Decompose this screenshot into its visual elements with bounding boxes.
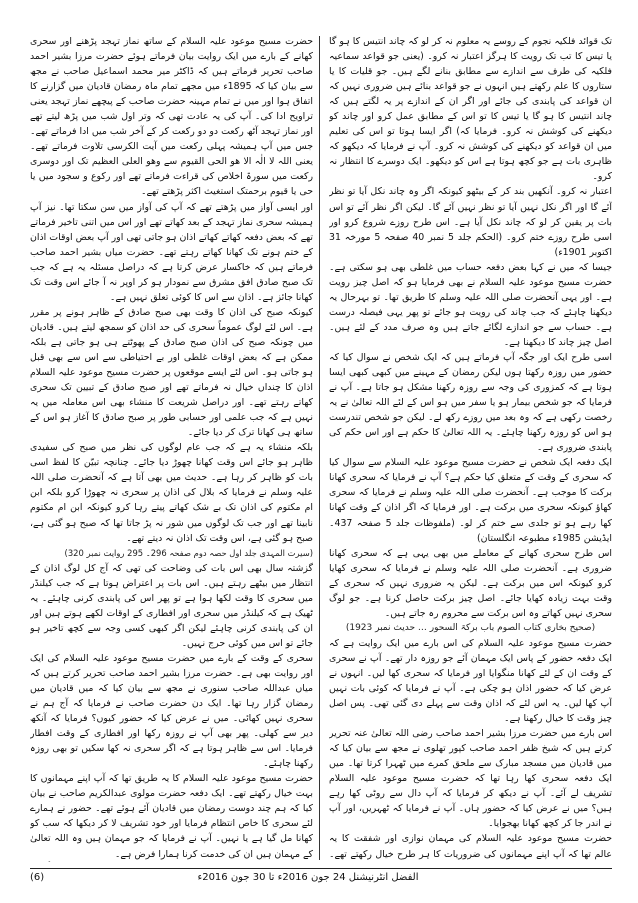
paragraph: کیونکہ صبح کی اذان کا وقت بھی صبح صادق کے ظاہر ہونے پر مقرر ہے۔ اس لئے لوگ عموماً سحری کی حد اذان کو سمجھ لیتے ہیں۔ قادیان میں چونکہ صبح کی اذان صبح صادق کے پھوٹتے ہی ہو جاتی ہے بلکہ ممکن ہے کہ بعض اوقات غلطی اور بے احتیاطی سے اس سے بھی قبل ہو جاتی ہو۔ اس لئے ایسے موقعوں پر حضرت مسیح موعود علیہ السلام اذان کا چنداں خیال نہ فرماتے تھے اور صبح صادق کے تبیین تک سحری کھاتے رہتے تھے۔ اور دراصل شریعت کا منشاء بھی اس معاملہ میں یہ نہیں ہے کہ جب علمی اور حسابی طور پر صبح صادق کا آغاز ہو اس کے ساتھ ہی کھانا ترک کر دیا جائے۔ <box>30 306 313 439</box>
paragraph: حضرت مسیح موعود علیہ السلام کے ساتھ نماز تہجد پڑھنے اور سحری کھانے کے بارے میں ایک روایت بیان فرماتے ہوئے حضرت مرزا بشیر احمد صاحب تحریر فرماتے ہیں کہ ڈاکٹر میر محمد اسماعیل صاحب نے مجھ سے بیان کیا کہ 1895ء میں مجھے تمام ماہ رمضان قادیان میں گزارنے کا اتفاق ہوا اور میں نے تمام مہینہ حضرت صاحب کے پیچھے نماز تہجد یعنی تراویح ادا کی۔ آپ کی یہ عادت تھی کہ وتر اول شب میں پڑھ لیتے تھے اور نماز تہجد آٹھ رکعت دو دو رکعت کر کے آخر شب میں ادا فرماتے تھے۔ جس میں آپ ہمیشہ پہلی رکعت میں آیت الکرسی تلاوت فرماتے تھے۔ یعنی اللہ لا الٰہ الا ھو الحی القیوم سے وھو العلی العظیم تک اور دوسری رکعت میں سورۃ اخلاص کی قراءت فرماتے تھے اور رکوع و سجود میں یا حی یا قیوم برحمتک استغیث اکثر پڑھتے تھے۔ <box>30 36 313 198</box>
paragraph: اور ایسی آواز میں پڑھتے تھے کہ آپ کی آواز میں سن سکتا تھا۔ نیز آپ ہمیشہ سحری نماز تہجد کے بعد کھاتے تھے اور اس میں اتنی تاخیر فرماتے تھے کہ بعض دفعہ کھاتے کھاتے اذان ہو جاتی تھی اور آپ بعض اوقات اذان کے ختم ہونے تک کھانا کھاتے رہتے تھے۔ حضرت میاں بشیر احمد صاحب فرماتے ہیں کہ خاکسار عرض کرتا ہے کہ دراصل مسئلہ یہ ہے کہ جب تک صبح صادق افق مشرق سے نمودار ہو کر اوپر نہ آ جائے اس وقت تک کھانا جائز ہے۔ اذان سے اس کا کوئی تعلق نہیں ہے۔ <box>30 201 313 303</box>
paragraph: اعتبار نہ کرو۔ آنکھیں بند کر کے بیٹھو کیونکہ اگر وہ چاند نکل آیا تو نظر آئے گا اور اگر نکل نہیں آیا تو نظر نہیں آئے گا۔ لیکن اگر نظر آئے تو اس بات پر یقین کر لو کہ چاند نکل آیا ہے۔ اس طرح روزے شروع کرو اور اسی طرح روزے ختم کرو۔ (الحکم جلد 5 نمبر 40 صفحہ 5 مورخہ 31 اکتوبر 1901ء) <box>329 186 612 258</box>
paragraph: اس بارے میں حضرت مرزا بشیر احمد صاحب رضی اللہ تعالیٰ عنہ تحریر کرتے ہیں کہ شیخ ظفر احمد صاحب کپور تھلوی نے مجھ سے بیان کیا کہ میں قادیان میں مسجد مبارک سے ملحق کمرے میں ٹھہرا کرتا تھا۔ میں ایک دفعہ سحری کھا رہا تھا کہ حضرت مسیح موعود علیہ السلام تشریف لے آئے۔ آپ نے دیکھ کر فرمایا کہ آپ دال سے روٹی کھا رہے ہیں؟ میں نے عرض کیا کہ حضور ہاں۔ آپ نے فرمایا کہ ٹھہریں، اور آپ نے اندر جا کر کچھ کھانا بھجوایا۔ <box>329 728 612 830</box>
footer-publication: الفضل انٹرنیشنل 24 جون 2016ء تا 30 جون 2016ء <box>197 872 419 883</box>
paragraph: ایک دفعہ ایک شخص نے حضرت مسیح موعود علیہ السلام سے سوال کیا کہ سحری کے وقت کے متعلق کیا حکم ہے؟ آپ نے فرمایا کہ سحری کھانا برکت کا موجب ہے۔ آنحضرت صلی اللہ علیہ وسلم نے فرمایا کہ سحری کھاؤ کیونکہ سحری میں برکت ہے۔ اور فرمایا کہ اگر اذان کے وقت کھانا کھا رہے ہو تو جلدی سے ختم کر لو۔ (ملفوظات جلد 5 صفحہ 437۔ ایڈیشن 1985ء مطبوعہ انگلستان) <box>329 457 612 544</box>
paragraph: حضرت مسیح موعود علیہ السلام کا یہ طریق تھا کہ آپ اپنے مہمانوں کا بہت خیال رکھتے تھے۔ ایک دفعہ حضرت مولوی عبدالکریم صاحب نے بیان کیا کہ ہم چند دوست رمضان میں قادیان آئے ہوئے تھے۔ حضور نے ہمارے لئے سحری کا خاص انتظام فرمایا اور خود تشریف لا کر دیکھا کہ سب کو کھانا مل گیا ہے یا نہیں۔ آپ نے فرمایا کہ جو مہمان ہیں وہ اللہ تعالیٰ کے مہمان ہیں ان کی خدمت کرنا ہمارا فرض ہے۔ <box>30 773 313 860</box>
right-column <box>329 34 612 862</box>
left-column <box>30 34 313 862</box>
paragraph: اس طرح سحری کھانے کے معاملے میں بھی یہی ہے کہ سحری کھانا ضروری ہے۔ آنحضرت صلی اللہ علیہ وسلم نے فرمایا کہ سحری کھایا کرو کیونکہ اس میں برکت ہے۔ لیکن یہ ضروری نہیں کہ سحری کے وقت بہت زیادہ کھایا جائے۔ اصل چیز برکت حاصل کرنا ہے۔ جو لوگ سحری نہیں کھاتے وہ اس برکت سے محروم رہ جاتے ہیں۔ <box>329 547 612 619</box>
paragraph: سحری کے وقت کے بارے میں حضرت مسیح موعود علیہ السلام کی ایک اور روایت بھی ہے۔ حضرت مرزا بشیر احمد صاحب تحریر کرتے ہیں کہ میاں عبداللہ صاحب سنوری نے مجھ سے بیان کیا کہ میں قادیان میں رمضان گزار رہا تھا۔ ایک دن حضرت صاحب نے فرمایا کہ آج ہم نے سحری نہیں کھائی۔ میں نے عرض کیا کہ حضور کیوں؟ فرمایا کہ آنکھ دیر سے کھلی۔ پھر بھی آپ نے روزہ رکھا اور افطاری کے وقت افطار فرمایا۔ اس سے ظاہر ہوتا ہے کہ اگر سحری نہ کھا سکیں تو بھی روزہ رکھنا چاہئے۔ <box>30 652 313 770</box>
column-divider <box>319 36 320 860</box>
footer-rule <box>30 868 612 869</box>
paragraph: جیسا کہ میں نے کہا بعض دفعہ حساب میں غلطی بھی ہو سکتی ہے۔ حضرت مسیح موعود علیہ السلام نے بھی فرمایا ہو کہ اصل چیز رویت ہے۔ اور یہی آنحضرت صلی اللہ علیہ وسلم کا طریق تھا۔ تو بہرحال یہ دیکھنا چاہئے کہ جب چاند کی رویت ہو جائے تو پھر یہی فیصلہ درست ہے۔ حساب سے جو اندازے لگائے جاتے ہیں وہ صرف مدد کے لئے ہیں۔ اصل چیز چاند کا دیکھنا ہے۔ <box>329 261 612 348</box>
paragraph: گزشتہ سال بھی اس بات کی وضاحت کی تھی کہ آج کل لوگ اذان کے انتظار میں بیٹھے رہتے ہیں۔ اس بات پر اعتراض ہوتا ہے کہ جب کیلنڈر میں سحری کا وقت لکھا ہوا ہے تو پھر اس کی پابندی کرنی چاہئے۔ یہ ٹھیک ہے کہ کیلنڈر میں سحری اور افطاری کے اوقات لکھے ہوتے ہیں اور ان کی پابندی کرنی چاہئے لیکن اگر کبھی کسی وجہ سے کچھ تاخیر ہو جائے تو اس میں کوئی حرج نہیں۔ <box>30 562 313 649</box>
hadith-citation: (صحیح بخاری کتاب الصوم باب برکۃ السحور … حدیث نمبر 1923) <box>345 622 596 633</box>
paragraph: تک قوائد فلکیہ نجوم کے روسے یہ معلوم نہ کر لو کہ چاند انتیس کا ہو گا یا تیس کا تب تک رویت کا ہرگز اعتبار نہ کرو۔ (یعنی جو قواعد سماعیہ فلکیہ کی طرف سے اندازے سے مطابق بنانے لگے ہیں۔ جو قلیات کا یا ستاروں کا علم رکھتے ہیں انہوں نے جو قواعد بنائے ہیں ضروری نہیں کہ ان قواعد کی پابندی کی جائے اور اگر ان کے اندازے پر یہ لگتے ہیں کہ چاند انتیس کا ہو گا یا تیس کا تو اس کے مطابق عمل کرو اور چاند کو دیکھنے کی کوشش نہ کرو۔ فرمایا کہ) اگر ایسا ہوتا تو اس کی تعلیم میں ان قواعد کو دیکھنے کی کوشش نہ کرو۔ آپ نے فرمایا کہ دیکھو کہ ظاہری بات ہے جو کچھ ہوتا ہے اس کو دیکھو۔ ایک دوسرے کا انتظار نہ کرو۔ <box>329 36 612 183</box>
paragraph: حضرت مسیح موعود علیہ السلام کی اس بارے میں ایک روایت ہے کہ ایک دفعہ حضور کے پاس ایک مہمان آئے جو روزہ دار تھے۔ آپ نے سحری کے وقت ان کے لئے کھانا منگوایا اور فرمایا کہ سحری کھا لیں۔ انہوں نے عرض کیا کہ حضور اذان ہو چکی ہے۔ آپ نے فرمایا کہ کوئی بات نہیں آپ کھا لیں۔ یہ اس لئے کہ اذان وقت سے پہلے دی گئی تھی۔ پس اصل چیز وقت کا خیال رکھنا ہے۔ <box>329 637 612 725</box>
paragraph: اسی طرح ایک اور جگہ آپ فرماتے ہیں کہ ایک شخص نے سوال کیا کہ حضور میں روزہ رکھتا ہوں لیکن رمضان کے مہینے میں کبھی کبھی ایسا ہوتا ہے کہ کمزوری کی وجہ سے روزہ رکھنا مشکل ہو جاتا ہے۔ آپ نے فرمایا کہ جو شخص بیمار ہو یا سفر میں ہو اس کے لئے اللہ تعالیٰ نے یہ رخصت رکھی ہے کہ وہ بعد میں روزے رکھ لے۔ لیکن جو شخص تندرست ہو اس کو روزہ رکھنا چاہئے۔ یہ اللہ تعالیٰ کا حکم ہے اور اس حکم کی پابندی ضروری ہے۔ <box>329 351 612 454</box>
paragraph: حضرت مسیح موعود علیہ السلام کی مہمان نوازی اور شفقت کا یہ عالم تھا کہ آپ اپنے مہمانوں کی ضروریات کا ہر طرح خیال رکھتے تھے۔ <box>329 833 612 860</box>
reference-citation: (سیرت المہدی جلد اول حصہ دوم صفحہ 296۔ 295 روایت نمبر 320) <box>64 547 313 558</box>
page-number: (6) <box>30 872 45 883</box>
paragraph: بلکہ منشاء یہ ہے کہ جب عام لوگوں کی نظر میں صبح کی سفیدی ظاہر ہو جائے اس وقت کھانا چھوڑ دیا جائے۔ چنانچہ تبیّن کا لفظ اسی بات کو ظاہر کر رہا ہے۔ حدیث میں بھی آتا ہے کہ آنحضرت صلی اللہ علیہ وسلم نے فرمایا کہ بلال کی اذان پر سحری نہ چھوڑا کرو بلکہ ابن ام مکتوم کی اذان تک بے شک کھاتے پیتے رہا کرو کیونکہ ابن ام مکتوم نابینا تھے اور جب تک لوگوں میں شور نہ پڑ جاتا تھا کہ صبح ہو گئی ہے، صبح ہو گئی ہے، اس وقت تک اذان نہ دیتے تھے۔ <box>30 442 313 544</box>
